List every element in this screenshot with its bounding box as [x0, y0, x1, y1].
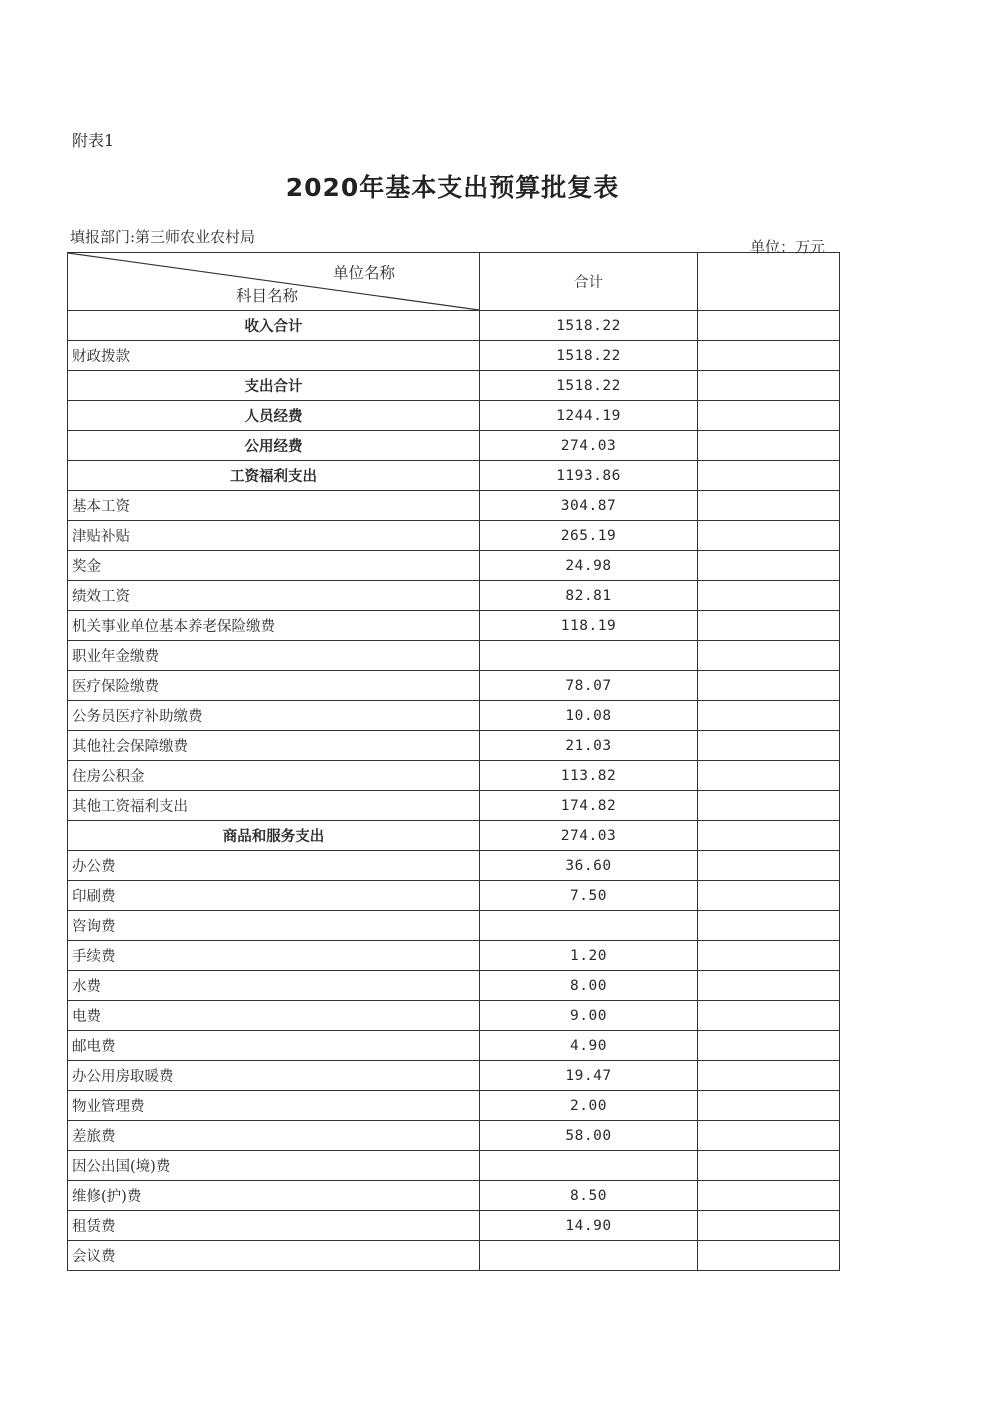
row-label: 会议费 — [68, 1241, 480, 1271]
row-label: 财政拨款 — [68, 341, 480, 371]
table-row — [68, 1121, 840, 1151]
table-header-row — [68, 253, 840, 311]
table-row — [68, 821, 840, 851]
row-label: 租赁费 — [68, 1211, 480, 1241]
table-row — [68, 731, 840, 761]
row-blank-cell — [698, 461, 840, 491]
row-total-value: 113.82 — [480, 761, 698, 791]
row-total-value: 1.20 — [480, 941, 698, 971]
table-row — [68, 791, 840, 821]
row-blank-cell — [698, 1061, 840, 1091]
row-label: 工资福利支出 — [68, 461, 480, 491]
page-title: 2020年基本支出预算批复表 — [285, 173, 620, 202]
table-row — [68, 971, 840, 1001]
row-total-value: 118.19 — [480, 611, 698, 641]
row-total-value: 78.07 — [480, 671, 698, 701]
row-label: 物业管理费 — [68, 1091, 480, 1121]
table-row — [68, 401, 840, 431]
row-label: 办公用房取暖费 — [68, 1061, 480, 1091]
diagonal-header-cell — [68, 253, 480, 311]
row-label: 邮电费 — [68, 1031, 480, 1061]
row-total-value: 8.50 — [480, 1181, 698, 1211]
table-row — [68, 581, 840, 611]
row-label: 因公出国(境)费 — [68, 1151, 480, 1181]
row-label: 印刷费 — [68, 881, 480, 911]
table-row — [68, 371, 840, 401]
row-total-value: 7.50 — [480, 881, 698, 911]
table-row — [68, 941, 840, 971]
row-blank-cell — [698, 1181, 840, 1211]
row-blank-cell — [698, 911, 840, 941]
table-row — [68, 881, 840, 911]
row-label: 维修(护)费 — [68, 1181, 480, 1211]
total-header: 合计 — [480, 253, 698, 311]
row-label: 其他工资福利支出 — [68, 791, 480, 821]
row-total-value: 1518.22 — [480, 341, 698, 371]
subject-name-header: 科目名称 — [236, 287, 299, 305]
table-row — [68, 641, 840, 671]
department-label: 填报部门:第三师农业农村局 — [70, 228, 256, 246]
table-row — [68, 1181, 840, 1211]
row-blank-cell — [698, 821, 840, 851]
row-blank-cell — [698, 311, 840, 341]
row-blank-cell — [698, 401, 840, 431]
table-row — [68, 521, 840, 551]
row-total-value — [480, 641, 698, 671]
table-row — [68, 311, 840, 341]
row-total-value: 1193.86 — [480, 461, 698, 491]
row-total-value: 2.00 — [480, 1091, 698, 1121]
table-row — [68, 461, 840, 491]
row-label: 公务员医疗补助缴费 — [68, 701, 480, 731]
row-label: 差旅费 — [68, 1121, 480, 1151]
row-blank-cell — [698, 1121, 840, 1151]
table-row — [68, 1061, 840, 1091]
row-blank-cell — [698, 761, 840, 791]
row-blank-cell — [698, 1091, 840, 1121]
row-label: 公用经费 — [68, 431, 480, 461]
row-blank-cell — [698, 431, 840, 461]
row-blank-cell — [698, 881, 840, 911]
row-label: 津贴补贴 — [68, 521, 480, 551]
table-row — [68, 611, 840, 641]
row-label: 绩效工资 — [68, 581, 480, 611]
table-row — [68, 701, 840, 731]
table-row — [68, 491, 840, 521]
table-row — [68, 1001, 840, 1031]
unit-label: 单位：万元 — [750, 238, 826, 256]
row-blank-cell — [698, 1031, 840, 1061]
row-blank-cell — [698, 611, 840, 641]
row-label: 商品和服务支出 — [68, 821, 480, 851]
row-label: 住房公积金 — [68, 761, 480, 791]
blank-header — [698, 253, 840, 311]
row-label: 职业年金缴费 — [68, 641, 480, 671]
row-total-value: 1518.22 — [480, 311, 698, 341]
row-label: 电费 — [68, 1001, 480, 1031]
row-label: 水费 — [68, 971, 480, 1001]
row-label: 其他社会保障缴费 — [68, 731, 480, 761]
row-total-value: 8.00 — [480, 971, 698, 1001]
row-label: 医疗保险缴费 — [68, 671, 480, 701]
row-total-value: 10.08 — [480, 701, 698, 731]
row-total-value: 9.00 — [480, 1001, 698, 1031]
row-label: 手续费 — [68, 941, 480, 971]
row-blank-cell — [698, 791, 840, 821]
budget-table — [67, 252, 840, 1271]
row-label: 机关事业单位基本养老保险缴费 — [68, 611, 480, 641]
table-row — [68, 1151, 840, 1181]
row-blank-cell — [698, 1211, 840, 1241]
row-blank-cell — [698, 581, 840, 611]
row-blank-cell — [698, 1001, 840, 1031]
row-blank-cell — [698, 491, 840, 521]
row-blank-cell — [698, 551, 840, 581]
table-row — [68, 911, 840, 941]
row-total-value: 4.90 — [480, 1031, 698, 1061]
table-row — [68, 1241, 840, 1271]
row-blank-cell — [698, 971, 840, 1001]
row-blank-cell — [698, 1241, 840, 1271]
row-total-value: 36.60 — [480, 851, 698, 881]
row-blank-cell — [698, 701, 840, 731]
row-label: 支出合计 — [68, 371, 480, 401]
annex-label: 附表1 — [72, 131, 115, 150]
row-label: 办公费 — [68, 851, 480, 881]
row-blank-cell — [698, 341, 840, 371]
row-total-value: 19.47 — [480, 1061, 698, 1091]
table-row — [68, 1211, 840, 1241]
row-total-value: 24.98 — [480, 551, 698, 581]
row-blank-cell — [698, 521, 840, 551]
row-total-value — [480, 911, 698, 941]
unit-name-header: 单位名称 — [333, 264, 396, 282]
row-total-value: 304.87 — [480, 491, 698, 521]
row-total-value: 265.19 — [480, 521, 698, 551]
table-row — [68, 551, 840, 581]
table-row — [68, 341, 840, 371]
row-blank-cell — [698, 941, 840, 971]
row-blank-cell — [698, 731, 840, 761]
row-blank-cell — [698, 1151, 840, 1181]
row-label: 人员经费 — [68, 401, 480, 431]
row-total-value: 274.03 — [480, 431, 698, 461]
table-row — [68, 761, 840, 791]
row-total-value: 14.90 — [480, 1211, 698, 1241]
table-row — [68, 851, 840, 881]
row-total-value — [480, 1241, 698, 1271]
row-total-value: 1518.22 — [480, 371, 698, 401]
row-label: 奖金 — [68, 551, 480, 581]
row-blank-cell — [698, 851, 840, 881]
row-blank-cell — [698, 671, 840, 701]
row-label: 咨询费 — [68, 911, 480, 941]
table-row — [68, 671, 840, 701]
row-total-value: 82.81 — [480, 581, 698, 611]
row-blank-cell — [698, 371, 840, 401]
table-row — [68, 1031, 840, 1061]
row-label: 基本工资 — [68, 491, 480, 521]
row-total-value: 274.03 — [480, 821, 698, 851]
row-total-value: 174.82 — [480, 791, 698, 821]
row-total-value: 21.03 — [480, 731, 698, 761]
row-blank-cell — [698, 641, 840, 671]
row-total-value: 1244.19 — [480, 401, 698, 431]
row-label: 收入合计 — [68, 311, 480, 341]
row-total-value — [480, 1151, 698, 1181]
table-row — [68, 431, 840, 461]
row-total-value: 58.00 — [480, 1121, 698, 1151]
table-row — [68, 1091, 840, 1121]
